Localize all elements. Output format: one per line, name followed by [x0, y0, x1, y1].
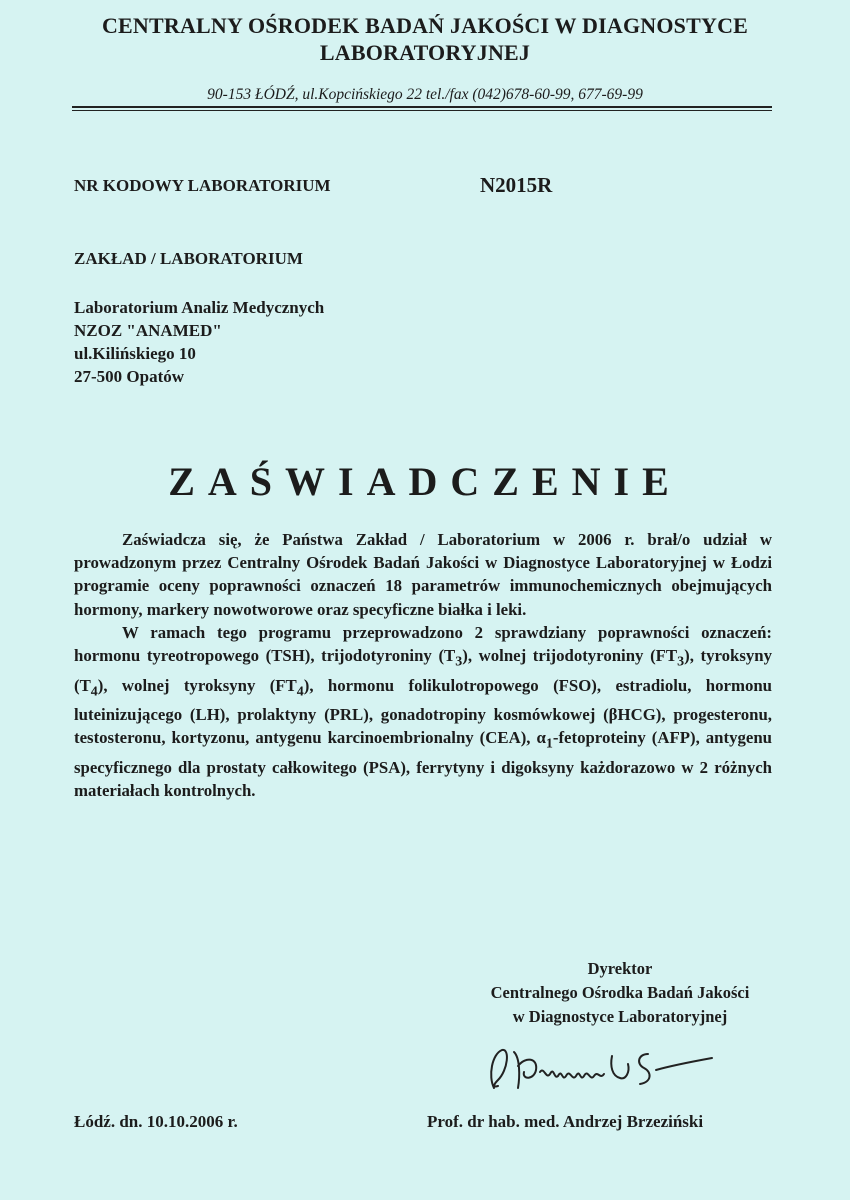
paragraph-text: W ramach tego programu przeprowadzono 2 sprawdziany poprawności oznaczeń: hormonu tyreotropowego (TSH), trijodotyroniny (T [74, 622, 772, 666]
laboratory-city: 27-500 Opatów [74, 367, 185, 386]
paragraph-text: ), tyroksyny (T [74, 646, 773, 695]
header-divider-thin [72, 110, 772, 111]
director-institution: Centralnego Ośrodka Badań Jakości [490, 983, 750, 1002]
director-institution-cont: w Diagnostyce Laboratoryjnej [512, 1007, 728, 1026]
institution-name-line2: LABORATORYJNEJ [319, 40, 531, 65]
subscript: 3 [455, 654, 463, 670]
laboratory-street: ul.Kilińskiego 10 [74, 344, 196, 363]
paragraph-text: ), hormonu folikulotropowego (FSO), estradiolu, hormonu luteinizującego (LH), prolaktyny (PRL), gonadotropiny kosmówkowej (βHCG), progesteronu, testosteronu, kortyzonu, antygenu karcinoembrionalny (CEA), α [74, 675, 773, 748]
subscript: 4 [296, 683, 304, 699]
paragraph-text: -fetoproteiny (AFP), antygenu specyficznego dla prostaty całkowitego (PSA), ferrytyny i digoksyny każdorazowo w 2 różnych materiałach kontrolnych. [74, 728, 772, 801]
subscript: 4 [90, 683, 98, 699]
institution-address: 90-153 ŁÓDŹ, ul.Kopcińskiego 22 tel./fax (042)678-60-99, 677-69-99 [207, 86, 643, 103]
paragraph-text: ), wolnej tyroksyny (FT [97, 675, 297, 695]
lab-code-label: NR KODOWY LABORATORIUM [74, 176, 331, 195]
laboratory-address-block [74, 296, 324, 388]
body-paragraph-2 [74, 621, 772, 803]
lab-code-value: N2015R [480, 173, 553, 197]
paragraph-text: ), wolnej trijodotyroniny (FT [462, 646, 678, 666]
certificate-title: ZAŚWIADCZENIE [168, 459, 682, 504]
laboratory-organization: NZOZ "ANAMED" [74, 321, 222, 340]
institution-name [0, 12, 850, 66]
subscript: 1 [545, 736, 553, 752]
header-divider-thick [72, 106, 772, 108]
signer-name: Prof. dr hab. med. Andrzej Brzeziński [427, 1112, 704, 1131]
unit-label: ZAKŁAD / LABORATORIUM [74, 249, 303, 268]
laboratory-name: Laboratorium Analiz Medycznych [74, 298, 325, 317]
director-title: Dyrektor [587, 959, 653, 978]
issue-date: Łódź. dn. 10.10.2006 r. [74, 1112, 238, 1131]
handwritten-signature [480, 1036, 720, 1096]
institution-name-line1: CENTRALNY OŚRODEK BADAŃ JAKOŚCI W DIAGNOSTYCE [101, 13, 749, 38]
certificate-body [74, 528, 772, 802]
subscript: 3 [677, 654, 685, 670]
body-paragraph-1: Zaświadcza się, że Państwa Zakład / Laboratorium w 2006 r. brał/o udział w prowadzonym przez Centralny Ośrodek Badań Jakości w Diagnostyce Laboratoryjnej w Łodzi programie oceny poprawności oznaczeń 18 parametrów immunochemicznych obejmujących hormony, markery nowotworowe oraz specyficzne białka i leki. [74, 530, 772, 619]
director-title-block [380, 957, 850, 1029]
